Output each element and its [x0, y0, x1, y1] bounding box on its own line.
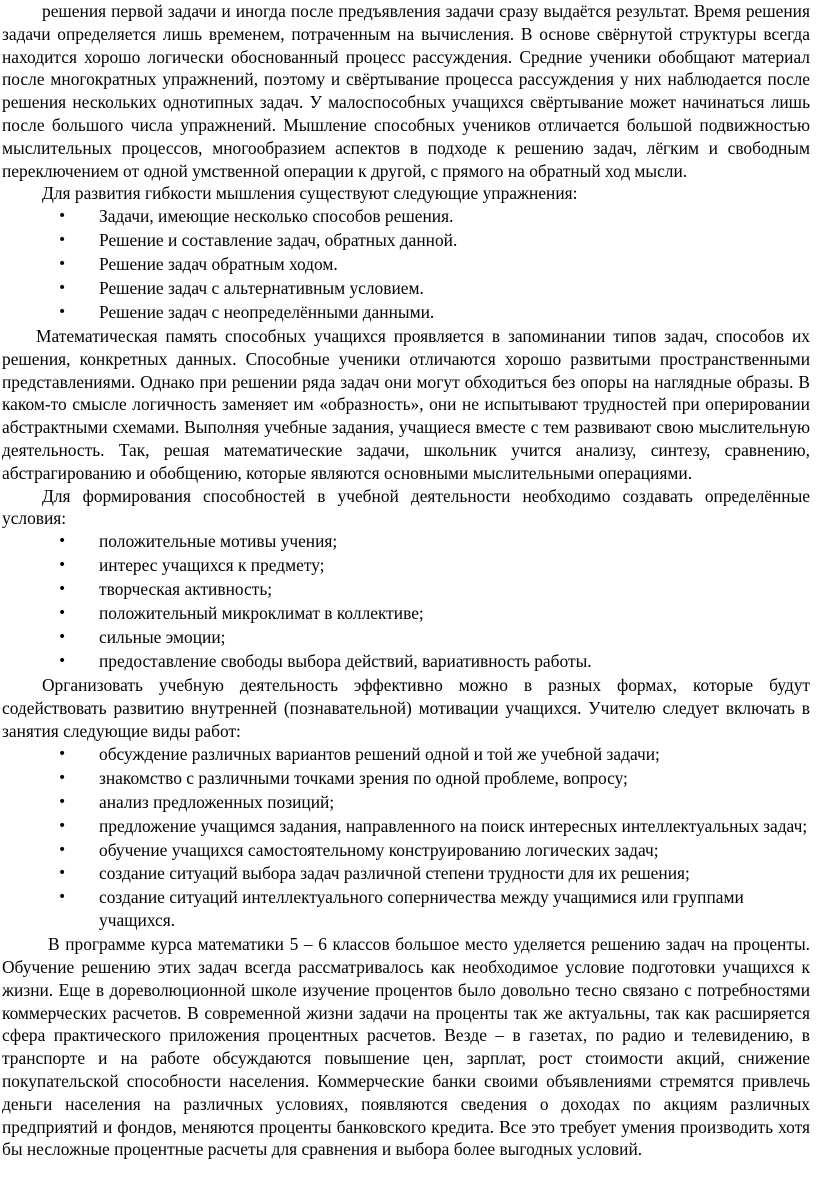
list-item-text: создание ситуаций выбора задач различной степени трудности для их решения;: [99, 863, 690, 884]
bullet-icon: •: [58, 280, 67, 297]
list-item-text: знакомство с различными точками зрения по одной проблеме, вопросу;: [99, 767, 628, 788]
list-item-text: Задачи, имеющие несколько способов решения.: [99, 206, 454, 227]
list-item: [2, 886, 810, 932]
bullet-icon: •: [58, 653, 67, 670]
paragraph-flexibility-intro: Для развития гибкости мышления существуют следующие упражнения:: [42, 183, 578, 204]
list-item-text: творческая активность;: [99, 579, 273, 600]
bullet-icon: •: [58, 232, 67, 249]
bullet-icon: •: [58, 817, 67, 834]
list-item-text: сильные эмоции;: [99, 627, 226, 648]
exercises-list: [2, 205, 810, 324]
list-item-text: положительные мотивы учения;: [99, 531, 338, 552]
bullet-icon: •: [58, 629, 67, 646]
bullet-icon: •: [58, 605, 67, 622]
list-item: [2, 626, 810, 649]
bullet-icon: •: [58, 208, 67, 225]
list-item-text: анализ предложенных позиций;: [99, 791, 335, 812]
list-item-text: положительный микроклимат в коллективе;: [99, 603, 424, 624]
bullet-icon: •: [58, 533, 67, 550]
bullet-icon: •: [58, 745, 67, 762]
list-item-text: обучение учащихся самостоятельному конструированию логических задач;: [99, 839, 659, 860]
list-item-text: предоставление свободы выбора действий, вариативность работы.: [99, 651, 592, 672]
list-item: [2, 602, 810, 625]
list-item-text: Решение задач с неопределёнными данными.: [99, 302, 435, 323]
list-item-text: создание ситуаций интеллектуального соперничества между учащимися или группами учащихся.: [99, 887, 744, 931]
paragraph-conditions-intro: Для формирования способностей в учебной деятельности необходимо создавать определённые условия:: [2, 485, 810, 529]
bullet-icon: •: [58, 865, 67, 882]
list-item: [2, 301, 810, 324]
bullet-icon: •: [58, 557, 67, 574]
list-item-text: обсуждение различных вариантов решений одной и той же учебной задачи;: [99, 743, 660, 764]
list-item: [2, 862, 810, 885]
list-item: [2, 791, 810, 814]
list-item-text: Решение задач с альтернативным условием.: [99, 278, 424, 299]
list-item: [2, 767, 810, 790]
list-item: [2, 554, 810, 577]
work-types-list: [2, 743, 810, 933]
list-item: [2, 253, 810, 276]
bullet-icon: •: [58, 889, 67, 906]
list-item: [2, 815, 810, 838]
bullet-icon: •: [58, 793, 67, 810]
list-item: [2, 229, 810, 252]
paragraph-mathematical-memory: Математическая память способных учащихся проявляется в запоминании типов задач, способов их решения, конкретных данных. Способные ученики отличаются хорошо развитыми пространственными представлениями. Однако при решении ряда задач они могут обходиться без опоры на наглядные образы. В каком-то смысле логичность заменяет им «образность», они не испытывают трудностей при оперировании абстрактными схемами. Выполняя учебные задания, учащиеся вместе с тем развивают свою мыслительную деятельность. Так, решая математические задачи, школьник учится анализу, синтезу, сравнению, абстрагированию и обобщению, которые являются основными мыслительными операциями.: [2, 326, 810, 483]
bullet-icon: •: [58, 769, 67, 786]
list-item-text: интерес учащихся к предмету;: [99, 555, 325, 576]
paragraph-percent-problems: В программе курса математики 5 – 6 классов большое место уделяется решению задач на проценты. Обучение решению этих задач всегда рассматривалось как необходимое условие подготовки учащихся к жизни. Еще в дореволюционной школе изучение процентов было довольно тесно связано с потребностями коммерческих расчетов. В современной жизни задачи на проценты так же актуальны, так как расширяется сфера практического приложения процентных расчетов. Везде – в газетах, по радио и телевидению, в транспорте и на работе обсуждаются повышение цен, зарплат, рост стоимости акций, снижение покупательской способности населения. Коммерческие банки своими объявлениями стремятся привлечь деньги населения на различных условиях, появляются сведения о доходах по акциям различных предприятий и фондов, меняются проценты банковского кредита. Все это требует умения производить хотя бы несложные процентные расчеты для сравнения и выбора более выгодных условий.: [2, 934, 810, 1160]
paragraph-giftedness-thinking: решения первой задачи и иногда после предъявления задачи сразу выдаётся результат. Время решения задачи определяется лишь временем, потраченным на вычисления. В основе свёрнутой структуры всегда находится хорошо логически обоснованный процесс рассуждения. Средние ученики обобщают материал после многократных упражнений, поэтому и свёртывание процесса рассуждения у них наблюдается после решения нескольких однотипных задач. У малоспособных учащихся свёртывание может начинаться лишь после большого числа упражнений. Мышление способных учеников отличается большой подвижностью мыслительных процессов, многообразием аспектов в подходе к решению задач, лёгким и свободным переключением от одной умственной операции к другой, с прямого на обратный ход мысли.: [2, 1, 810, 181]
list-item-text: Решение задач обратным ходом.: [99, 254, 338, 275]
list-item: [2, 578, 810, 601]
list-item: [2, 650, 810, 673]
bullet-icon: •: [58, 841, 67, 858]
list-item-text: предложение учащимся задания, направленного на поиск интересных интеллектуальных задач;: [99, 815, 808, 836]
conditions-list: [2, 530, 810, 673]
list-item: [2, 839, 810, 862]
bullet-icon: •: [58, 581, 67, 598]
bullet-icon: •: [58, 304, 67, 321]
list-item: [2, 277, 810, 300]
paragraph-organization: Организовать учебную деятельность эффективно можно в разных формах, которые будут содействовать развитию внутренней (познавательной) мотивации учащихся. Учителю следует включать в занятия следующие виды работ:: [2, 675, 810, 741]
list-item: [2, 743, 810, 766]
list-item: [2, 530, 810, 553]
bullet-icon: •: [58, 256, 67, 273]
list-item: [2, 205, 810, 228]
list-item-text: Решение и составление задач, обратных данной.: [99, 230, 458, 251]
